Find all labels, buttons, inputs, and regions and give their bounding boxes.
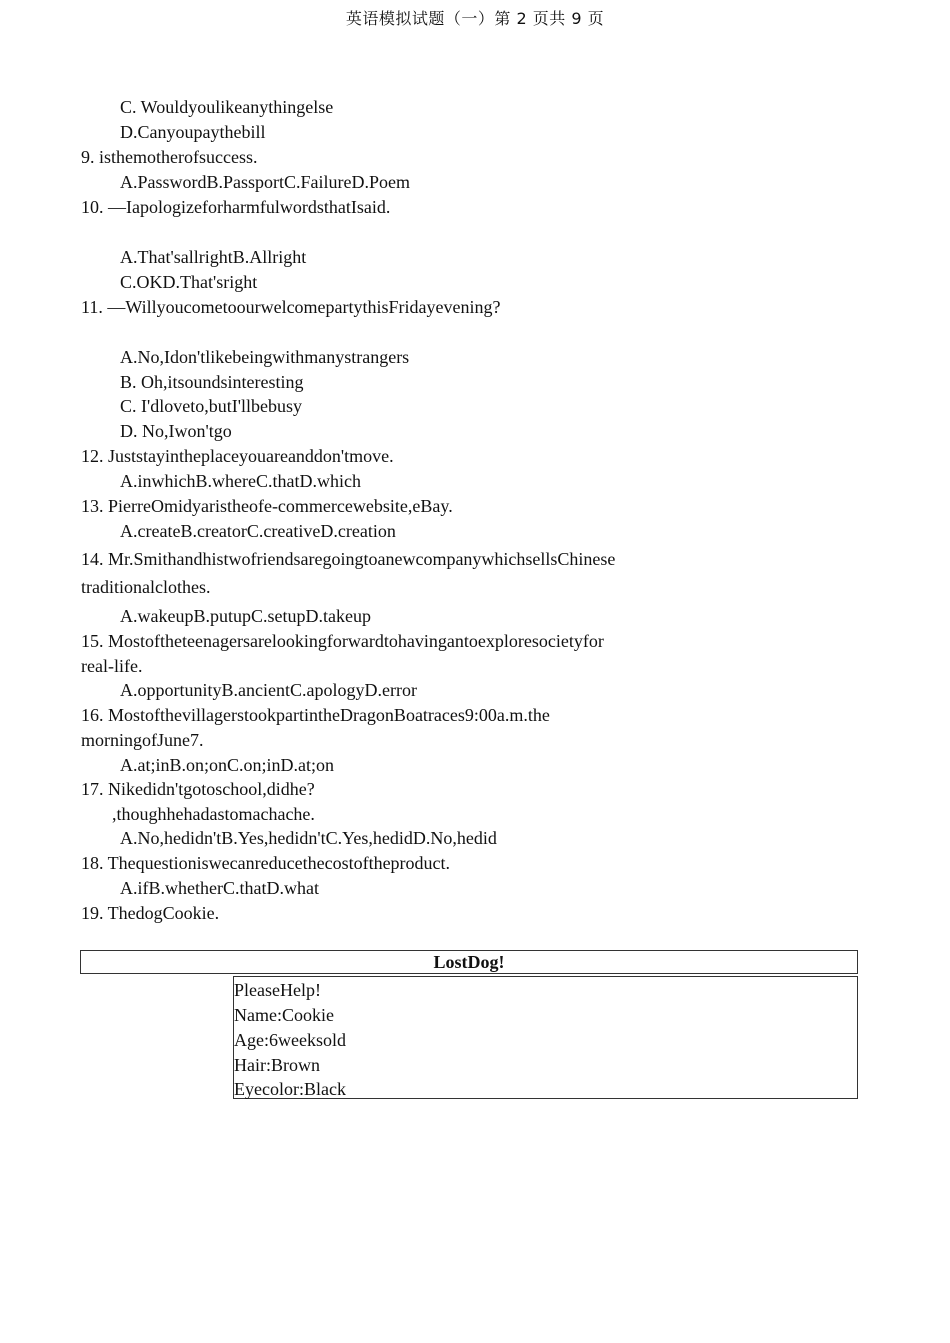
question-line: real-life. [81, 656, 143, 676]
option-line: A.PasswordB.PassportC.FailureD.Poem [120, 172, 411, 192]
question-line: 14. Mr.SmithandhistwofriendsaregoingtoanewcompanywhichsellsChinese [81, 549, 616, 569]
question-line: traditionalclothes. [81, 577, 211, 597]
option-line: A.ifB.whetherC.thatD.what [120, 878, 319, 898]
question-line: ,thoughhehadastomachache. [112, 804, 315, 824]
notice-line: PleaseHelp! [234, 980, 321, 1000]
option-line: D.Canyoupaythebill [120, 122, 266, 142]
option-line: A.No,hedidn'tB.Yes,hedidn'tC.Yes,hedidD.No,hedid [120, 828, 497, 848]
box-divider-tick [857, 1024, 858, 1030]
option-line: C. I'dloveto,butI'llbebusy [120, 396, 302, 416]
option-line: C.OKD.That'sright [120, 272, 258, 292]
box-divider-tick [857, 999, 858, 1005]
option-line: A.createB.creatorC.creativeD.creation [120, 521, 396, 541]
notice-line: Name:Cookie [234, 1005, 334, 1025]
option-line: A.No,Idon'tlikebeingwithmanystrangers [120, 347, 410, 367]
box-divider-tick [857, 1049, 858, 1055]
box-divider-tick [857, 1073, 858, 1079]
lost-dog-notice [233, 976, 858, 1099]
option-line: A.at;inB.on;onC.on;inD.at;on [120, 755, 334, 775]
option-line: B. Oh,itsoundsinteresting [120, 372, 304, 392]
notice-line: Age:6weeksold [234, 1030, 346, 1050]
question-line: 18. Thequestioniswecanreducethecostoftheproduct. [81, 853, 451, 873]
question-line: 13. PierreOmidyaristheofe-commercewebsite,eBay. [81, 496, 453, 516]
option-line: C. Wouldyoulikeanythingelse [120, 97, 334, 117]
page-header: 英语模拟试题（一）第 2 页共 9 页 [345, 9, 605, 28]
question-line: morningofJune7. [81, 730, 204, 750]
question-line: 15. Mostoftheteenagersarelookingforwardtohavingantoexploresocietyfor [81, 631, 604, 651]
option-line: A.inwhichB.whereC.thatD.which [120, 471, 361, 491]
question-line: 10. —IapologizeforharmfulwordsthatIsaid. [81, 197, 391, 217]
notice-line: Eyecolor:Black [234, 1079, 346, 1099]
option-line: A.That'sallrightB.Allright [120, 247, 307, 267]
option-line: A.opportunityB.ancientC.apologyD.error [120, 680, 417, 700]
question-line: 11. —WillyoucometoourwelcomepartythisFridayevening? [81, 297, 501, 317]
option-line: D. No,Iwon'tgo [120, 421, 232, 441]
question-line: 16. MostofthevillagerstookpartintheDragonBoatraces9:00a.m.the [81, 705, 550, 725]
question-line: 19. ThedogCookie. [81, 903, 220, 923]
question-line: 9. isthemotherofsuccess. [81, 147, 258, 167]
question-line: 17. Nikedidn'tgotoschool,didhe? [81, 779, 315, 799]
question-line: 12. Juststayintheplaceyouareanddon'tmove. [81, 446, 394, 466]
option-line: A.wakeupB.putupC.setupD.takeup [120, 606, 371, 626]
lost-dog-title: LostDog! [80, 950, 858, 974]
notice-line: Hair:Brown [234, 1055, 320, 1075]
